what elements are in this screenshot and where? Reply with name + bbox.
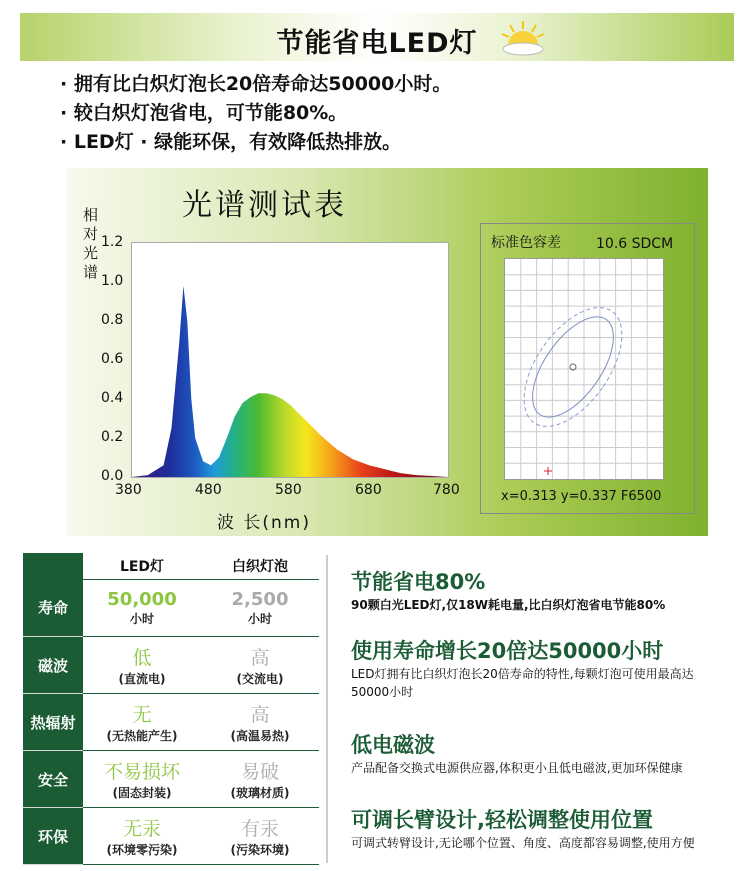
header-banner <box>20 13 734 61</box>
feature-desc: LED灯拥有比白织灯泡长20倍寿命的特性,每颗灯泡可使用最高达50000小时 <box>351 667 694 699</box>
incandescent-cell <box>201 580 319 637</box>
led-cell <box>83 580 201 637</box>
x-axis-label: 波 长(nm) <box>217 513 312 533</box>
incandescent-cell <box>201 751 319 808</box>
bullet-item: · LED灯 · 绿能环保，有效降低热排放。 <box>60 131 402 153</box>
bullet-list <box>60 70 451 157</box>
row-label: 环保 <box>23 808 83 865</box>
led-value: 无汞 <box>122 818 161 840</box>
led-sub: (直流电) <box>118 672 166 686</box>
incandescent-sub: 小时 <box>247 612 272 626</box>
led-cell <box>83 637 201 694</box>
color-tolerance-ellipse <box>505 259 663 479</box>
x-tick-label: 580 <box>275 482 302 498</box>
y-axis-label <box>83 206 99 282</box>
table-row <box>23 694 319 751</box>
y-tick-label: 0.2 <box>101 429 124 445</box>
led-sub: 小时 <box>129 612 154 626</box>
banner-title-led: LED <box>388 28 450 59</box>
feature-desc: 90颗白光LED灯,仅18W耗电量,比白织灯泡省电节能80% <box>351 598 666 612</box>
led-value: 低 <box>132 647 152 669</box>
y-tick-label: 0.6 <box>101 351 124 367</box>
table-row <box>23 751 319 808</box>
led-cell <box>83 751 201 808</box>
row-label: 磁波 <box>23 637 83 694</box>
y-tick-label: 0.8 <box>101 312 124 328</box>
incandescent-value: 易破 <box>240 761 279 783</box>
incandescent-value: 有汞 <box>240 818 279 840</box>
spectrum-title: 光谱测试表 <box>182 188 347 223</box>
feature-title: 可调长臂设计,轻松调整使用位置 <box>351 808 653 832</box>
y-label-char: 谱 <box>83 263 99 281</box>
feature-title: 低电磁波 <box>351 733 435 757</box>
bullet-item: · 较白炽灯泡省电，可节能80%。 <box>60 102 348 124</box>
incandescent-cell <box>201 808 319 865</box>
feature-desc: 产品配备交换式电源供应器,体积更小且低电磁波,更加环保健康 <box>351 761 683 775</box>
table-corner <box>23 553 83 580</box>
led-cell <box>83 808 201 865</box>
bullet-item: · 拥有比白炽灯泡长20倍寿命达50000小时。 <box>60 73 452 95</box>
feature-block <box>351 566 721 614</box>
led-sub: (固态封装) <box>112 786 172 800</box>
y-label-char: 光 <box>83 244 99 262</box>
led-value: 不易损坏 <box>103 761 180 783</box>
incandescent-value: 高 <box>250 647 270 669</box>
x-tick-label: 680 <box>355 482 382 498</box>
table-row <box>23 580 319 637</box>
comparison-table <box>23 553 319 865</box>
y-tick-label: 1.0 <box>101 273 124 289</box>
x-tick-label: 380 <box>115 482 142 498</box>
banner-title-text: 节能省电 <box>276 28 389 59</box>
row-label: 热辐射 <box>23 694 83 751</box>
incandescent-sub: (污染环境) <box>230 843 290 857</box>
column-header-led: LED灯 <box>83 553 201 580</box>
led-sub: (环境零污染) <box>106 843 178 857</box>
led-value: 50,000 <box>107 589 177 610</box>
incandescent-sub: (高温易热) <box>230 729 290 743</box>
led-cell <box>83 694 201 751</box>
banner-title <box>20 21 734 60</box>
feature-block <box>351 729 721 777</box>
feature-block <box>351 804 721 852</box>
spectrum-panel <box>67 168 708 536</box>
y-tick-label: 0.0 <box>101 468 124 484</box>
feature-desc: 可调式转臂设计,无论哪个位置、角度、高度都容易调整,使用方便 <box>351 836 695 850</box>
sdcm-grid <box>504 258 664 480</box>
led-value: 无 <box>132 704 152 726</box>
y-label-char: 对 <box>83 225 99 243</box>
incandescent-sub: (交流电) <box>236 672 284 686</box>
row-label: 安全 <box>23 751 83 808</box>
led-sub: (无热能产生) <box>106 729 178 743</box>
banner-title-suffix: 灯 <box>449 28 478 59</box>
lamp-sun-icon <box>498 19 548 59</box>
column-header-incandescent: 白织灯泡 <box>201 553 319 580</box>
y-tick-label: 1.2 <box>101 234 124 250</box>
x-tick-label: 780 <box>433 482 460 498</box>
incandescent-value: 高 <box>250 704 270 726</box>
feature-title: 使用寿命增长20倍达50000小时 <box>351 639 664 663</box>
row-label: 寿命 <box>23 580 83 637</box>
incandescent-cell <box>201 637 319 694</box>
x-tick-label: 480 <box>195 482 222 498</box>
y-tick-label: 0.4 <box>101 390 124 406</box>
sdcm-title: 标准色容差 <box>491 235 561 251</box>
table-row <box>23 808 319 865</box>
sdcm-panel <box>480 223 695 514</box>
incandescent-cell <box>201 694 319 751</box>
feature-block <box>351 635 721 701</box>
spectrum-plot <box>131 242 449 478</box>
incandescent-value: 2,500 <box>231 589 289 610</box>
sdcm-coordinates: x=0.313 y=0.337 F6500 <box>501 489 662 504</box>
incandescent-sub: (玻璃材质) <box>230 786 290 800</box>
column-divider <box>326 555 328 863</box>
feature-title: 节能省电80% <box>351 570 486 594</box>
table-row <box>23 637 319 694</box>
sdcm-value: 10.6 SDCM <box>596 236 674 252</box>
spectrum-chart <box>132 243 448 477</box>
spectrum-area <box>132 286 448 477</box>
y-label-char: 相 <box>83 206 99 224</box>
